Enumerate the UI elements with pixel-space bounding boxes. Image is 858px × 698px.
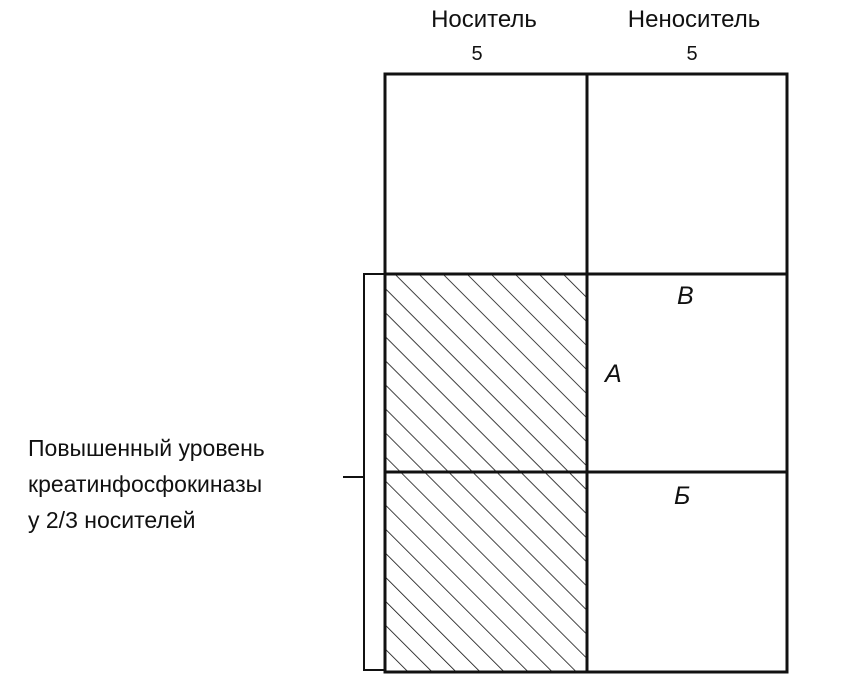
- side-annotation: [28, 430, 338, 538]
- cell-label-a: А: [605, 360, 622, 388]
- side-annotation-line: креатинфосфокиназы: [28, 471, 263, 497]
- cell-label-b: Б: [674, 482, 691, 510]
- noncarrier-header: Неноситель: [627, 6, 761, 33]
- side-annotation-line: Повышенный уровень: [28, 435, 265, 461]
- cell-label-v: В: [677, 282, 694, 310]
- carrier-header: Носитель: [431, 6, 537, 33]
- side-annotation-line: у 2/3 носителей: [28, 507, 196, 533]
- side-bracket: [364, 274, 384, 670]
- noncarrier-count: 5: [686, 43, 698, 65]
- carrier-count: 5: [471, 43, 483, 65]
